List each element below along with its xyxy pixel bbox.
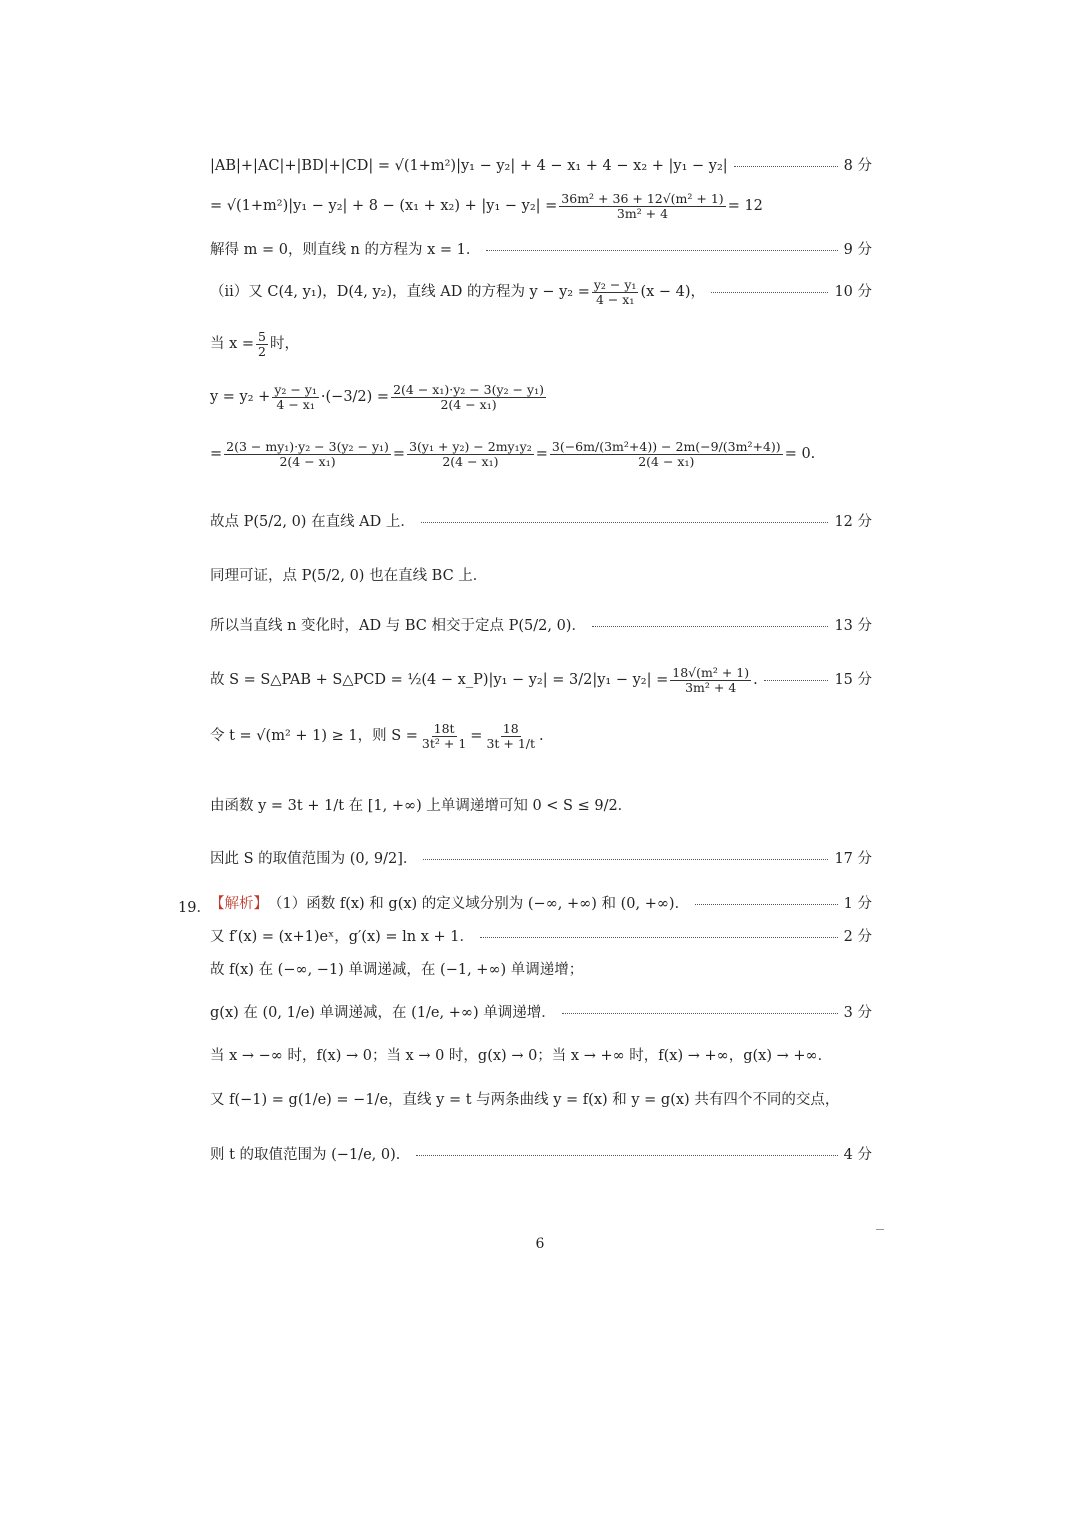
- fraction: [420, 722, 468, 751]
- equation-line: [210, 722, 610, 751]
- equals-sign: =: [470, 727, 483, 744]
- equation-text: 故 S = S△PAB + S△PCD = ½(4 − x_P)|y₁ − y₂| = 3/2|y₁ − y₂| =: [210, 671, 669, 688]
- dot-leader: [421, 522, 829, 523]
- fraction: [256, 330, 268, 359]
- equation-text: 令 t = √(m² + 1) ≥ 1，则 S =: [210, 727, 418, 744]
- equation-text: y = y₂ +: [210, 388, 271, 405]
- fraction: [550, 440, 783, 469]
- line-text: 又 f′(x) = (x+1)eˣ，g′(x) = ln x + 1．: [210, 929, 475, 945]
- equation-text: .: [753, 671, 758, 688]
- equation-line: [210, 158, 872, 175]
- question-number: 19．: [178, 900, 211, 916]
- equation-line: [210, 191, 763, 221]
- dot-leader: [423, 859, 828, 860]
- equation-line: [210, 330, 410, 359]
- fraction-denominator: 4 − x₁: [276, 396, 315, 412]
- line-text: 当 x → −∞ 时，f(x) → 0；当 x → 0 时，g(x) → 0；当 x → +∞ 时，f(x) → +∞，g(x) → +∞．: [210, 1048, 833, 1064]
- text-line: [210, 1092, 872, 1109]
- equals-sign: =: [535, 445, 548, 462]
- equals-sign: =: [392, 445, 406, 462]
- page-number: 6: [535, 1236, 545, 1252]
- fraction: [407, 440, 534, 469]
- fraction: [559, 192, 725, 221]
- line-text: 又 f(−1) = g(1/e) = −1/e，直线 y = t 与两条曲线 y = f(x) 和 y = g(x) 共有四个不同的交点，: [210, 1092, 840, 1108]
- line-text: 则 t 的取值范围为 (−1/e, 0)．: [210, 1147, 411, 1163]
- fraction: [272, 383, 319, 412]
- fraction: [224, 440, 391, 469]
- line-text: （1）函数 f(x) 和 g(x) 的定义域分别为 (−∞, +∞) 和 (0, +∞)．: [268, 896, 690, 912]
- line-text: 故 f(x) 在 (−∞, −1) 单调递减，在 (−1, +∞) 单调递增；: [210, 962, 584, 978]
- fraction-denominator: 2(4 − x₁): [440, 396, 497, 412]
- line-text: 由函数 y = 3t + 1/t 在 [1, +∞) 上单调递增可知 0 < S ≤ 9/2．: [210, 798, 633, 814]
- fraction-denominator: 3m² + 4: [616, 205, 669, 221]
- equation-line: [210, 666, 872, 695]
- dot-leader: [562, 1013, 838, 1014]
- line-text: 解得 m = 0，则直线 n 的方程为 x = 1．: [210, 242, 481, 258]
- dot-leader: [486, 250, 837, 251]
- text-line: [210, 568, 872, 585]
- line-text: 所以当直线 n 变化时，AD 与 BC 相交于定点 P(5/2, 0)．: [210, 618, 586, 634]
- line-text: 因此 S 的取值范围为 (0, 9/2]．: [210, 851, 418, 867]
- fraction-numerator: 2(4 − x₁)·y₂ − 3(y₂ − y₁): [393, 382, 544, 397]
- text-line: [210, 618, 872, 635]
- text-line: [210, 1048, 872, 1065]
- fraction-denominator: 3m² + 4: [685, 679, 737, 695]
- equation-line: [210, 439, 816, 469]
- score-label: 10 分: [834, 283, 872, 300]
- fraction-numerator: 18t: [433, 721, 455, 736]
- score-label: 17 分: [834, 851, 872, 867]
- equation-text: 时，: [270, 335, 299, 352]
- score-label: 3 分: [843, 1005, 872, 1021]
- equation-line: [210, 278, 872, 307]
- line-text: 同理可证，点 P(5/2, 0) 也在直线 BC 上．: [210, 568, 488, 584]
- text-line: [210, 1005, 872, 1022]
- equation-text: 当 x =: [210, 335, 255, 352]
- dot-leader: [480, 937, 838, 938]
- scan-mark: [876, 1229, 884, 1230]
- text-line: [210, 514, 872, 531]
- text-line: [210, 798, 872, 815]
- fraction-numerator: 18√(m² + 1): [672, 665, 750, 680]
- equation-text: |AB|+|AC|+|BD|+|CD| = √(1+m²)|y₁ − y₂| + 4 − x₁ + 4 − x₂ + |y₁ − y₂|: [210, 158, 728, 174]
- fraction-denominator: 2(4 − x₁): [442, 453, 499, 469]
- fraction-numerator: 3(−6m/(3m²+4)) − 2m(−9/(3m²+4)): [551, 439, 781, 454]
- fraction-denominator: 2(4 − x₁): [279, 453, 336, 469]
- score-label: 13 分: [834, 618, 872, 634]
- text-line: [210, 242, 872, 259]
- line-text: g(x) 在 (0, 1/e) 单调递减，在 (1/e, +∞) 单调递增．: [210, 1005, 556, 1021]
- fraction: [670, 666, 751, 695]
- equation-text: ·(−3/2) =: [320, 388, 390, 405]
- dot-leader: [764, 680, 829, 681]
- fraction-numerator: 3(y₁ + y₂) − 2my₁y₂: [409, 439, 532, 454]
- score-label: 12 分: [834, 514, 872, 530]
- equation-text: (x − 4)，: [640, 283, 706, 300]
- fraction-numerator: 18: [502, 721, 519, 736]
- fraction-numerator: y₂ − y₁: [593, 277, 637, 292]
- dot-leader: [734, 166, 838, 167]
- score-label: 8 分: [843, 158, 872, 174]
- fraction-denominator: 3t + 1/t: [486, 735, 536, 751]
- text-line: [210, 1147, 872, 1164]
- fraction-denominator: 2: [258, 343, 266, 359]
- dot-leader: [695, 904, 838, 905]
- equation-text: = √(1+m²)|y₁ − y₂| + 8 − (x₁ + x₂) + |y₁ − y₂| =: [210, 197, 558, 214]
- text-line: [210, 929, 872, 946]
- fraction: [592, 278, 639, 307]
- text-line: [210, 896, 872, 913]
- fraction-denominator: 4 − x₁: [595, 291, 635, 307]
- score-label: 15 分: [834, 671, 872, 688]
- fraction-numerator: 2(3 − my₁)·y₂ − 3(y₂ − y₁): [226, 439, 389, 454]
- equation-text: = 0.: [784, 445, 816, 462]
- fraction-denominator: 3t² + 1: [421, 735, 467, 751]
- score-label: 9 分: [843, 242, 872, 258]
- score-label: 1 分: [843, 896, 872, 912]
- fraction-numerator: 5: [258, 329, 266, 344]
- text-line: [210, 851, 872, 868]
- score-label: 4 分: [843, 1147, 872, 1163]
- equals-sign: =: [210, 445, 223, 462]
- fraction: [484, 722, 537, 751]
- fraction-numerator: 36m² + 36 + 12√(m² + 1): [561, 191, 724, 206]
- analysis-tag: 【解析】: [210, 896, 268, 912]
- fraction-numerator: y₂ − y₁: [274, 382, 317, 397]
- score-label: 2 分: [843, 929, 872, 945]
- dot-leader: [711, 292, 828, 293]
- text-line: [210, 962, 872, 979]
- fraction: [391, 383, 546, 412]
- equation-text: （ii）又 C(4, y₁)，D(4, y₂)，直线 AD 的方程为 y − y₂ =: [210, 283, 590, 300]
- equation-text: = 12: [727, 197, 763, 214]
- equation-text: .: [539, 727, 544, 744]
- line-text: 故点 P(5/2, 0) 在直线 AD 上．: [210, 514, 415, 530]
- dot-leader: [416, 1155, 837, 1156]
- dot-leader: [592, 626, 828, 627]
- equation-line: [210, 383, 610, 412]
- fraction-denominator: 2(4 − x₁): [638, 453, 695, 469]
